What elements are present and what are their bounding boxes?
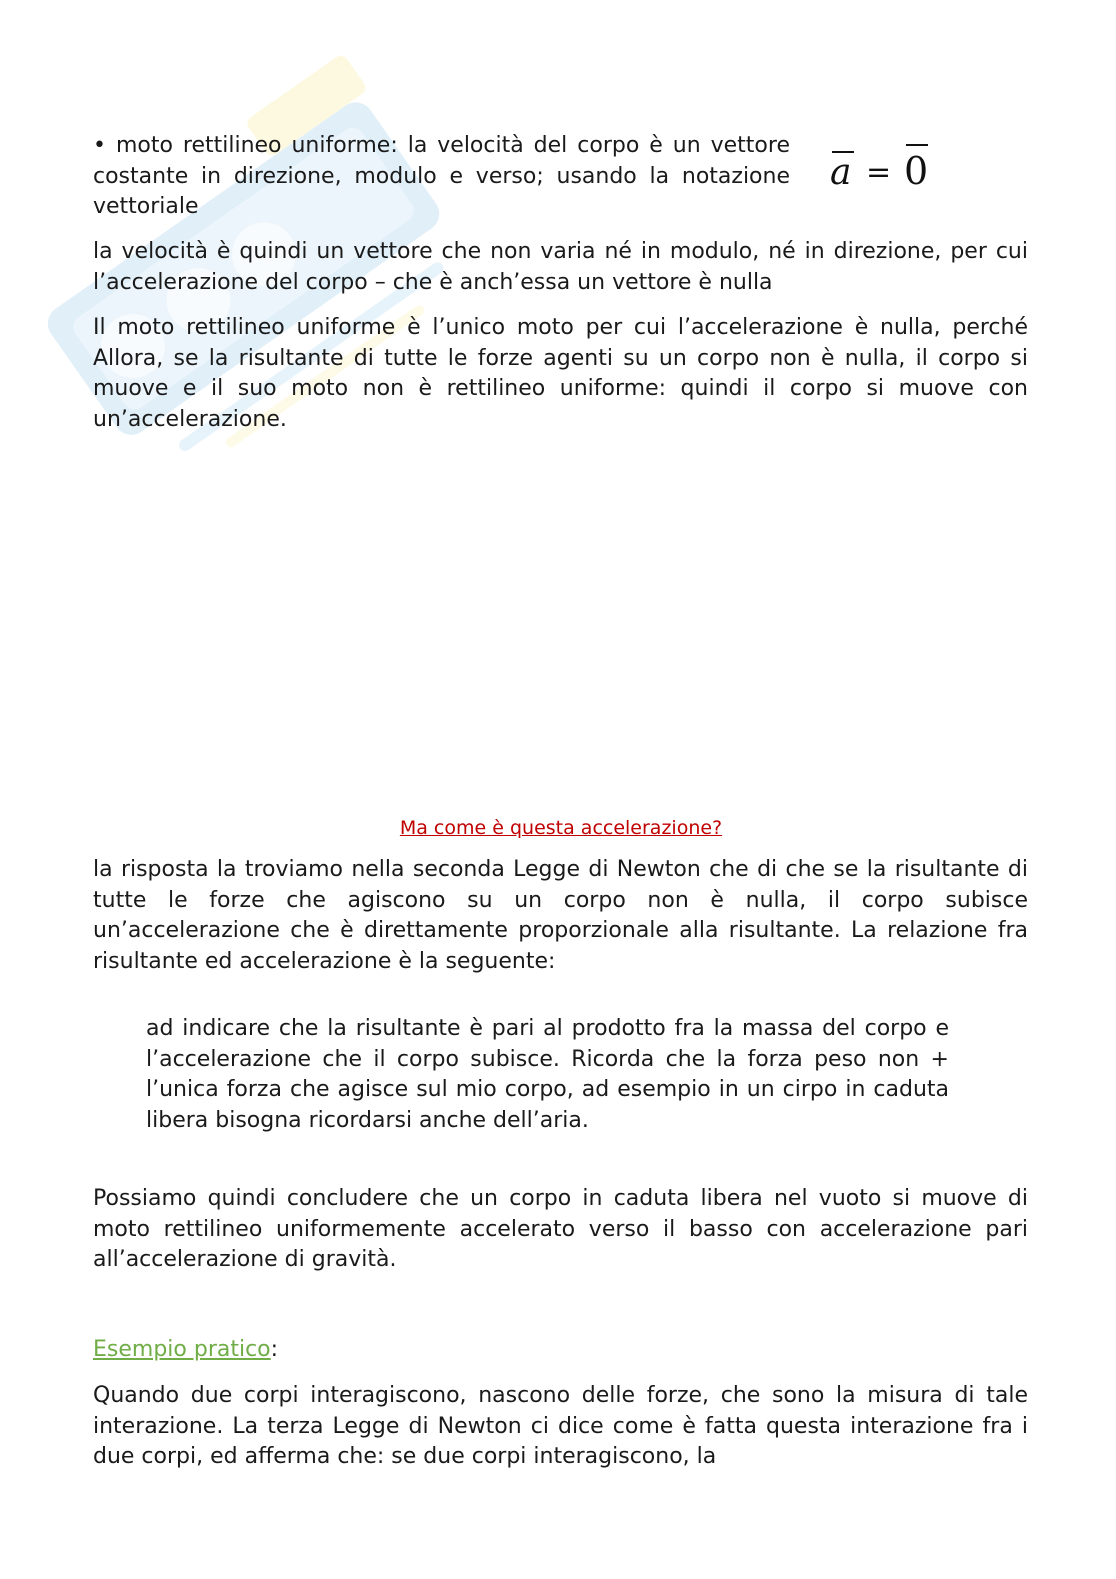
section-heading-acceleration[interactable]: Ma come è questa accelerazione? <box>399 817 723 839</box>
paragraph-indented-explanation: ad indicare che la risultante è pari al prodotto fra la massa del corpo e l’accelerazione che il corpo subisce. Ricorda che la forza peso non + l’unica forza che agisce sul mio corpo, ad esempio in un cirpo in caduta libera bisogna ricordarsi anche dell’aria. <box>146 1016 949 1133</box>
formula-left: a <box>830 152 852 193</box>
formula-a-equals-zero-vector <box>826 138 936 194</box>
paragraph-uniform-motion-acceleration: Il moto rettilineo uniforme è l’unico moto per cui l’accelerazione è nulla, perché Allora, se la risultante di tutte le forze agenti su un corpo non è nulla, il corpo si muove e il suo moto non è rettilineo uniforme: quindi il corpo si muove con un’accelerazione. <box>93 315 1028 432</box>
paragraph-velocity-constant: la velocità è quindi un vettore che non varia né in modulo, né in direzione, per cui l’accelerazione del corpo – che è anch’essa un vettore è nulla <box>93 239 1028 295</box>
paragraph-uniform-motion: • moto rettilineo uniforme: la velocità del corpo è un vettore costante in direzione, modulo e verso; usando la notazione vettoriale <box>93 133 790 219</box>
formula-equals: = <box>866 155 892 190</box>
example-heading <box>93 1335 278 1366</box>
paragraph-second-law: la risposta la troviamo nella seconda Legge di Newton che di che se la risultante di tutte le forze che agiscono su un corpo non è nulla, il corpo subisce un’accelerazione che è direttamente proporzionale alla risultante. La relazione fra risultante ed accelerazione è la seguente: <box>93 857 1028 974</box>
paragraph-free-fall: Possiamo quindi concludere che un corpo in caduta libera nel vuoto si muove di moto rettilineo uniformemente accelerato verso il basso con accelerazione pari all’accelerazione di gravità. <box>93 1186 1028 1272</box>
example-suffix: : <box>270 1337 279 1362</box>
example-link[interactable]: Esempio pratico <box>93 1337 271 1362</box>
formula-right: 0 <box>904 149 929 193</box>
paragraph-third-law: Quando due corpi interagiscono, nascono delle forze, che sono la misura di tale interazione. La terza Legge di Newton ci dice come è fatta questa interazione fra i due corpi, ed afferma che: se due corpi interagiscono, la <box>93 1383 1028 1469</box>
